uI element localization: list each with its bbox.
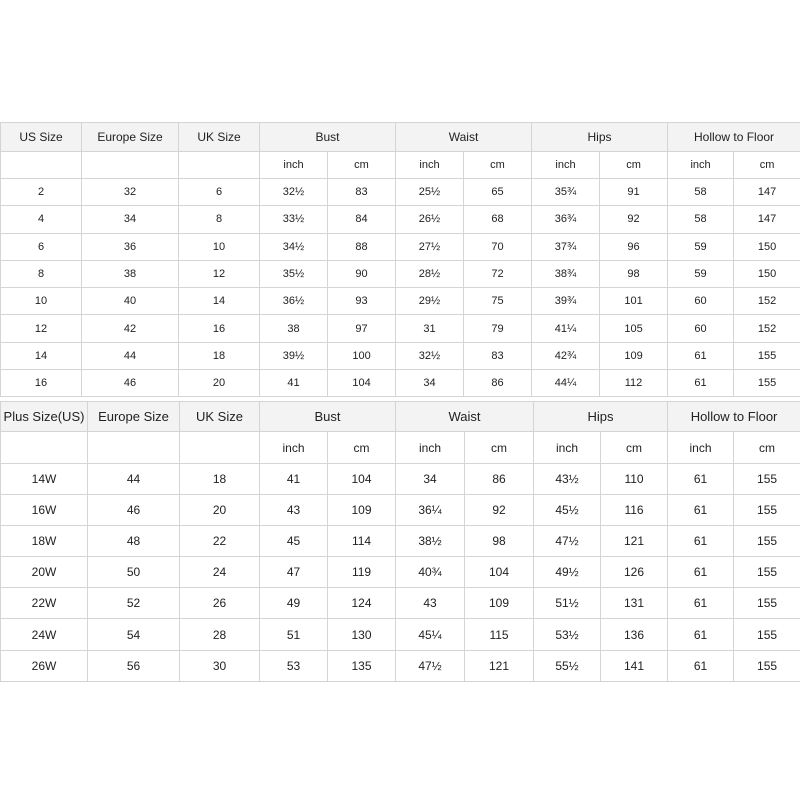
table-cell: 36	[82, 233, 179, 260]
table-cell: 72	[464, 260, 532, 287]
unit-cell: inch	[532, 152, 600, 179]
table-cell: 27½	[396, 233, 464, 260]
table-cell: 155	[734, 619, 800, 650]
table-cell: 92	[600, 206, 668, 233]
table-cell: 68	[464, 206, 532, 233]
plus-size-chart	[0, 401, 800, 682]
table-cell: 141	[601, 650, 668, 681]
unit-row	[1, 432, 800, 464]
table-cell: 119	[328, 557, 396, 588]
table-cell: 130	[328, 619, 396, 650]
table-cell: 22	[180, 526, 260, 557]
table-cell: 114	[328, 526, 396, 557]
table-row	[1, 342, 800, 369]
table-cell: 34	[396, 464, 465, 495]
unit-cell: inch	[668, 152, 734, 179]
table-cell: 30	[180, 650, 260, 681]
unit-cell: inch	[396, 152, 464, 179]
table-cell: 147	[734, 206, 800, 233]
table-cell: 98	[465, 526, 534, 557]
table-cell: 42¾	[532, 342, 600, 369]
table-cell: 32½	[396, 342, 464, 369]
table-cell: 47	[260, 557, 328, 588]
table-cell: 44	[88, 464, 180, 495]
table-cell: 29½	[396, 288, 464, 315]
table-cell: 60	[668, 288, 734, 315]
table-cell: 16	[1, 370, 82, 397]
table-cell: 155	[734, 464, 800, 495]
table-cell: 28	[180, 619, 260, 650]
table-cell: 32	[82, 179, 179, 206]
unit-cell: cm	[734, 432, 800, 464]
table-cell: 155	[734, 495, 800, 526]
table-cell: 39½	[260, 342, 328, 369]
table-cell: 53½	[534, 619, 601, 650]
table-cell: 150	[734, 260, 800, 287]
table-cell: 47½	[534, 526, 601, 557]
unit-cell: cm	[328, 152, 396, 179]
table-cell: 58	[668, 206, 734, 233]
header-cell: Bust	[260, 123, 396, 152]
table-cell: 39¾	[532, 288, 600, 315]
table-cell: 45¼	[396, 619, 465, 650]
table-cell: 90	[328, 260, 396, 287]
table-cell: 61	[668, 342, 734, 369]
table-cell: 86	[464, 370, 532, 397]
table-cell: 22W	[1, 588, 88, 619]
table-cell: 110	[601, 464, 668, 495]
table-cell: 34	[82, 206, 179, 233]
table-cell: 83	[328, 179, 396, 206]
table-row	[1, 526, 800, 557]
table-cell: 26½	[396, 206, 464, 233]
table-cell: 10	[1, 288, 82, 315]
table-cell: 152	[734, 315, 800, 342]
table-cell: 49½	[534, 557, 601, 588]
unit-cell: inch	[396, 432, 465, 464]
table-cell: 88	[328, 233, 396, 260]
table-cell: 46	[82, 370, 179, 397]
header-cell: Hollow to Floor	[668, 402, 800, 432]
unit-cell: inch	[534, 432, 601, 464]
table-cell: 52	[88, 588, 180, 619]
table-cell: 38	[260, 315, 328, 342]
table-cell: 51	[260, 619, 328, 650]
table-cell: 41	[260, 370, 328, 397]
table-cell: 121	[601, 526, 668, 557]
table-cell: 38½	[396, 526, 465, 557]
table-cell: 152	[734, 288, 800, 315]
table-cell: 10	[179, 233, 260, 260]
table-cell: 86	[465, 464, 534, 495]
table-cell: 28½	[396, 260, 464, 287]
table-cell: 16W	[1, 495, 88, 526]
table-cell: 109	[465, 588, 534, 619]
table-row	[1, 495, 800, 526]
header-row	[1, 402, 800, 432]
table-cell: 135	[328, 650, 396, 681]
table-cell: 18	[179, 342, 260, 369]
table-cell: 24W	[1, 619, 88, 650]
table-cell: 37¾	[532, 233, 600, 260]
table-cell: 155	[734, 370, 800, 397]
table-cell: 84	[328, 206, 396, 233]
table-row	[1, 233, 800, 260]
table-cell: 4	[1, 206, 82, 233]
table-cell: 124	[328, 588, 396, 619]
table-cell: 34	[396, 370, 464, 397]
unit-cell: inch	[260, 152, 328, 179]
table-cell: 36¼	[396, 495, 465, 526]
table-cell: 47½	[396, 650, 465, 681]
table-cell: 61	[668, 619, 734, 650]
table-cell: 20	[180, 495, 260, 526]
table-row	[1, 650, 800, 681]
table-row	[1, 179, 800, 206]
header-row	[1, 123, 800, 152]
table-cell: 35½	[260, 260, 328, 287]
table-cell: 51½	[534, 588, 601, 619]
table-cell: 49	[260, 588, 328, 619]
table-cell: 33½	[260, 206, 328, 233]
table-cell: 56	[88, 650, 180, 681]
table-cell: 61	[668, 588, 734, 619]
table-cell: 14	[179, 288, 260, 315]
table-cell: 155	[734, 342, 800, 369]
unit-cell: cm	[600, 152, 668, 179]
header-cell: UK Size	[180, 402, 260, 432]
table-cell: 44	[82, 342, 179, 369]
table-cell: 20W	[1, 557, 88, 588]
unit-cell: cm	[464, 152, 532, 179]
table-cell: 109	[328, 495, 396, 526]
unit-cell: inch	[260, 432, 328, 464]
table-cell: 6	[1, 233, 82, 260]
table-cell: 100	[328, 342, 396, 369]
table-cell: 38¾	[532, 260, 600, 287]
unit-row	[1, 152, 800, 179]
table-cell: 61	[668, 526, 734, 557]
header-cell: US Size	[1, 123, 82, 152]
table-cell: 155	[734, 557, 800, 588]
table-cell: 59	[668, 260, 734, 287]
table-row	[1, 206, 800, 233]
table-cell: 20	[179, 370, 260, 397]
table-cell: 70	[464, 233, 532, 260]
table-cell: 112	[600, 370, 668, 397]
empty-cell	[82, 152, 179, 179]
header-cell: Hips	[534, 402, 668, 432]
empty-cell	[88, 432, 180, 464]
table-cell: 48	[88, 526, 180, 557]
table-cell: 115	[465, 619, 534, 650]
table-cell: 55½	[534, 650, 601, 681]
table-cell: 14W	[1, 464, 88, 495]
table-cell: 16	[179, 315, 260, 342]
table-cell: 26W	[1, 650, 88, 681]
table-cell: 104	[465, 557, 534, 588]
table-cell: 54	[88, 619, 180, 650]
table-cell: 75	[464, 288, 532, 315]
table-cell: 42	[82, 315, 179, 342]
table-cell: 104	[328, 464, 396, 495]
table-cell: 18W	[1, 526, 88, 557]
table-row	[1, 588, 800, 619]
table-row	[1, 557, 800, 588]
unit-cell: cm	[465, 432, 534, 464]
header-cell: Hollow to Floor	[668, 123, 800, 152]
table-cell: 91	[600, 179, 668, 206]
table-cell: 36¾	[532, 206, 600, 233]
table-cell: 53	[260, 650, 328, 681]
table-cell: 136	[601, 619, 668, 650]
table-cell: 26	[180, 588, 260, 619]
unit-cell: inch	[668, 432, 734, 464]
table-cell: 126	[601, 557, 668, 588]
table-cell: 41¼	[532, 315, 600, 342]
table-cell: 36½	[260, 288, 328, 315]
table-cell: 45½	[534, 495, 601, 526]
table-cell: 155	[734, 650, 800, 681]
table-cell: 61	[668, 495, 734, 526]
empty-cell	[179, 152, 260, 179]
table-cell: 101	[600, 288, 668, 315]
table-cell: 121	[465, 650, 534, 681]
table-cell: 93	[328, 288, 396, 315]
unit-cell: cm	[734, 152, 800, 179]
table-row	[1, 370, 800, 397]
table-cell: 12	[1, 315, 82, 342]
header-cell: Plus Size(US)	[1, 402, 88, 432]
table-cell: 43	[260, 495, 328, 526]
table-cell: 40	[82, 288, 179, 315]
unit-cell: cm	[328, 432, 396, 464]
table-cell: 58	[668, 179, 734, 206]
table-row	[1, 288, 800, 315]
table-cell: 38	[82, 260, 179, 287]
table-cell: 150	[734, 233, 800, 260]
table-cell: 6	[179, 179, 260, 206]
table-cell: 109	[600, 342, 668, 369]
table-cell: 61	[668, 557, 734, 588]
table-cell: 32½	[260, 179, 328, 206]
table-cell: 25½	[396, 179, 464, 206]
table-cell: 8	[179, 206, 260, 233]
table-cell: 98	[600, 260, 668, 287]
table-cell: 43½	[534, 464, 601, 495]
table-cell: 2	[1, 179, 82, 206]
table-cell: 147	[734, 179, 800, 206]
table-cell: 45	[260, 526, 328, 557]
header-cell: UK Size	[179, 123, 260, 152]
header-cell: Europe Size	[82, 123, 179, 152]
table-cell: 61	[668, 650, 734, 681]
header-cell: Bust	[260, 402, 396, 432]
table-cell: 40¾	[396, 557, 465, 588]
standard-size-chart	[0, 122, 800, 397]
header-cell: Hips	[532, 123, 668, 152]
table-cell: 12	[179, 260, 260, 287]
table-cell: 44¼	[532, 370, 600, 397]
empty-cell	[1, 152, 82, 179]
table-cell: 155	[734, 588, 800, 619]
header-cell: Waist	[396, 123, 532, 152]
table-cell: 50	[88, 557, 180, 588]
table-cell: 59	[668, 233, 734, 260]
table-cell: 24	[180, 557, 260, 588]
table-cell: 31	[396, 315, 464, 342]
table-cell: 131	[601, 588, 668, 619]
table-cell: 46	[88, 495, 180, 526]
table-cell: 14	[1, 342, 82, 369]
table-cell: 61	[668, 464, 734, 495]
table-cell: 61	[668, 370, 734, 397]
table-cell: 35¾	[532, 179, 600, 206]
table-cell: 105	[600, 315, 668, 342]
table-cell: 41	[260, 464, 328, 495]
table-cell: 116	[601, 495, 668, 526]
table-row	[1, 315, 800, 342]
table-cell: 92	[465, 495, 534, 526]
empty-cell	[1, 432, 88, 464]
table-cell: 79	[464, 315, 532, 342]
table-cell: 18	[180, 464, 260, 495]
table-cell: 83	[464, 342, 532, 369]
table-cell: 34½	[260, 233, 328, 260]
table-cell: 97	[328, 315, 396, 342]
table-row	[1, 619, 800, 650]
header-cell: Europe Size	[88, 402, 180, 432]
empty-cell	[180, 432, 260, 464]
table-cell: 65	[464, 179, 532, 206]
table-cell: 96	[600, 233, 668, 260]
header-cell: Waist	[396, 402, 534, 432]
table-cell: 155	[734, 526, 800, 557]
unit-cell: cm	[601, 432, 668, 464]
table-row	[1, 260, 800, 287]
table-cell: 104	[328, 370, 396, 397]
table-cell: 8	[1, 260, 82, 287]
table-cell: 43	[396, 588, 465, 619]
table-cell: 60	[668, 315, 734, 342]
table-row	[1, 464, 800, 495]
